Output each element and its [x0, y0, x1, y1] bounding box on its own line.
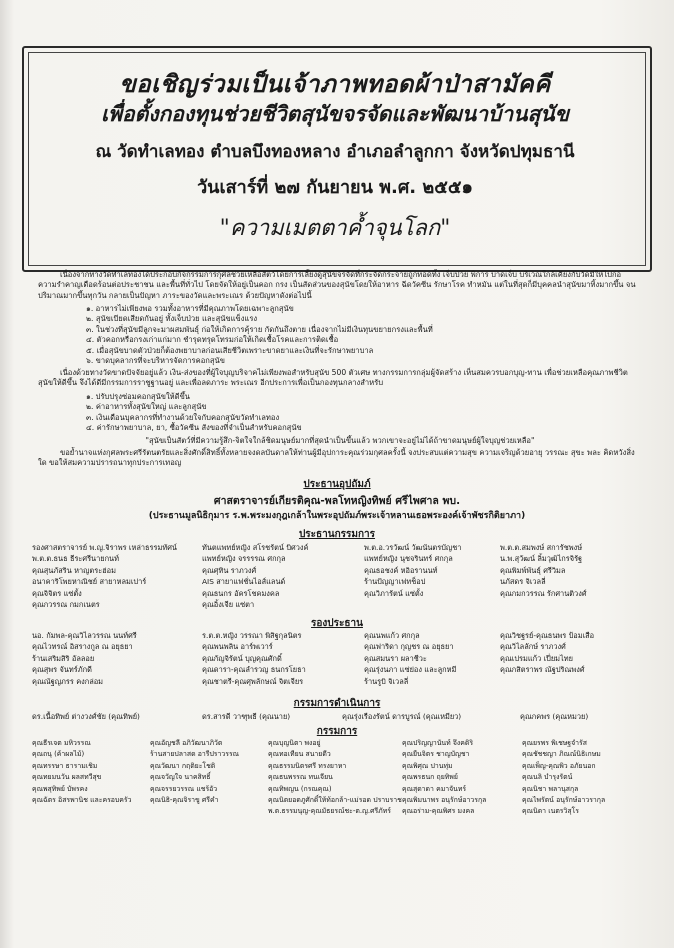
committee-member: คุณจวัญใจ นาคสิทธิ์: [150, 773, 211, 782]
committee-member: ร้านสายปลาสด อารีปราวรรณ: [150, 750, 240, 759]
vice-member: คุณเปรมแก้ว เปี่ยมไทย: [500, 653, 573, 663]
committee-member: คุณทยมนวัน ผลสทวีสุข: [32, 773, 102, 782]
board-member: คุณกมกวรรณ รักศานติวงศ์: [500, 588, 587, 598]
committee-member: คุณชัชชญา ภิณณ์นิธิเกษม: [522, 750, 601, 759]
board-title: ประธานกรรมการ: [298, 529, 376, 540]
committee-member: คุณนิดา เนตรวิสุโร: [522, 807, 579, 816]
vice-column: [500, 630, 594, 676]
committee-member: คุณถนุ (ค้าผลไม้): [32, 750, 85, 759]
headline-invitation: ขอเชิญร่วมเป็นเจ้าภาพทอดผ้าป่าสามัคคี: [119, 70, 551, 98]
event-date: วันเสาร์ที่ ๒๗ กันยายน พ.ศ. ๒๕๕๑: [197, 177, 473, 198]
list-item: ๔. ค่ารักษาพยาบาล, ยา, ซื้อวัคซีน สังของที่จำเป็นสำหรับคอกสุนัข: [86, 423, 302, 433]
committee-column: [150, 738, 239, 806]
list-item: ๑. ปรับปรุงซ่อมคอกสุนัขให้ดีขึ้น: [86, 392, 190, 401]
committee-member: พ.ต.ธรรมนุญ-คุณมัธยรณ์ชะ-ต.ญ.ศรีภัทร์: [268, 807, 391, 816]
committee-member: คุณนิธิ-คุณจิราขู ศรีคำ: [150, 795, 219, 804]
purpose-list: [86, 392, 626, 434]
vice-member: คุณณัฐญภรร คงกล่อม: [32, 676, 104, 686]
board-member: อนาคาริโพยหาณิชย์ สายาหลมเปาร์: [32, 577, 147, 587]
vice-member: คุณไวทรณ์ อิสรางกูล ณ อยุธยา: [32, 642, 133, 652]
board-column: [202, 542, 308, 610]
committee-member: คุณนลิ บำรุงรัตน์: [522, 773, 573, 782]
committee-member: คุณนิชา พลานุสกุล: [522, 784, 579, 793]
board-member: แพทย์หญิง นุชจรินทร์ ศกกุล: [364, 554, 453, 564]
exec-row: [32, 711, 642, 723]
vice-member: คุณกสิตราพร ณัฐปริณพงศ์: [500, 665, 585, 675]
committee-member: คุณทิพญน (กรณคุณ): [268, 784, 332, 793]
list-item: ๓. ในช่วงที่สุนัขมีลูกจะมาผสมพันธุ์ ก่อให้เกิดการคุ้ราย กัดกันถึงตาย เนื่องจากไม่มีเงินทุนขยายกรงและพื้นที่: [86, 324, 433, 334]
committee-member: คุณทรรษา ธารามเชิม: [32, 761, 98, 770]
vice-member: คุณสมนรา ผลาชีวะ: [364, 653, 427, 663]
committee-member: คุณอร่าม-คุณพิศร มงคล: [402, 807, 475, 816]
committee-title: กรรมการ: [316, 726, 358, 737]
board-grid: [32, 542, 642, 612]
committee-column: [402, 738, 486, 818]
committee-grid: [32, 738, 642, 822]
committee-member: คุณยรพร พิเชษฐจำรัส: [522, 739, 587, 747]
vice-member: คุณวิชฐรย์-คุณธนพร ป้อมเสือ: [500, 631, 595, 640]
committee-column: [268, 738, 402, 818]
slogan: "ความเมตตาค้ำจุนโลก": [219, 216, 451, 241]
list-item: ๕. เมื่อสุนัขบาดตัวป่วยก็ต้องพยาบาลก่อนเสียชีวิตเพราะขาดยาและเงินที่จะรักษาพยาบาล: [86, 345, 374, 355]
vice-member: คุณกัญจิรัตน์ บุญคุณศักดิ์: [202, 653, 282, 663]
vice-member: คุณชาตรี-คุณศุพลักษณ์ จิตเจียร: [202, 676, 304, 686]
board-member: รองศาสตราจารย์ พ.ญ.จิราพร เหล่าธรรมทัศน์: [32, 543, 177, 552]
board-member: น.พ.สุวัฒน์ ลิ้มวุฒิไกรจิรัฐ: [500, 554, 583, 564]
board-member: คุณพิมพ์พันธุ์ ศรีวิมล: [500, 565, 566, 575]
committee-member: คุณยืนจิตร ชาญบัญชา: [402, 750, 470, 759]
vice-member: คุณดารา-คุณลำรวญ ธนกรโยธา: [202, 665, 306, 675]
committee-member: คุณจรรยวรรณ แชร้อัว: [150, 784, 218, 793]
exec-title: กรรมการดำเนินการ: [293, 698, 381, 709]
vice-member: ร.ต.ต.หญิง วรรณา พิสิฐกุลนิตร: [202, 631, 302, 640]
committee-member: คุณฉัตร อิสรพานิช และครอบครัว: [32, 795, 132, 804]
board-member: คุณธนกร อัครโชคมงคล: [202, 588, 280, 598]
board-member: คุณจิจิตร แซ่ตั้ง: [32, 588, 82, 598]
board-member: นภัสดร จิเวลลี่: [500, 577, 546, 587]
board-column: [32, 542, 177, 610]
committee-member: คุณเพ็ญ-คุณพิว อภัยนอก: [522, 761, 596, 770]
vice-column: [364, 630, 456, 687]
list-item: ๓. เงินเดือนบุคลากรที่ทำงานด้วยใจกับคอกสุนัขวัดทำเลทอง: [86, 412, 280, 422]
committee-member: คุณพรธนก ฤยทิพย์: [402, 773, 458, 782]
patron-title: ประธานอุปถัมภ์: [303, 479, 371, 490]
intro-paragraph: เนื่องจากทางวัดทำเลทองได้ประกอบกิจกรรมการกุศลช่วยเหลือสัตว์โดยการเลี้ยงดูสุนัขจรจัดที่กระจัดกระจายถูกทอดทิ้ง เจ็บป่วย พิการ บาดเจ็บ บริเวณใกล้เคียงกับวัดมีให้ไปก่อความรำคาญเดือดร้อนต่อประชาชน และพื้นที่ทั่วไป โดยจัดให้อยู่เป็นคอก กรง เป็นสัดส่วนของสุนัขโดยให้อาหาร ฉีดวัคซีน รักษาโรค ทำหมัน แต่ในที่สุดก็มีบุคคลนำสุนัขมาทิ้งมากขึ้น จนปริมาณมากขึ้นทุกวัน กลายเป็นปัญหา ภาระของวัดและพระเณร ด้วยปัญหาดังต่อไปนี้: [38, 270, 636, 300]
event-location: ณ วัดทำเลทอง ตำบลบึงทองหลาง อำเภอลำลูกกา จังหวัดปทุมธานี: [95, 142, 575, 162]
patron-role: (ประธานมูลนิธิกุมาร ร.พ.พระมงกุฎเกล้าในพระอุปถัมภ์พระเจ้าหลานเธอพระองค์เจ้าพัชรกิติยาภา): [148, 511, 526, 521]
vice-member: นอ. กัมพล-คุณวิไลวรรณ นนท์ศรี: [32, 631, 137, 640]
committee-member: คุณพิมนาพร อนุรักษ์อาวรกุล: [402, 795, 487, 804]
list-item: ๔. ตัวคอกหรือกรงเก่าแก่มาก ชำรุดทรุดโทรมก่อให้เกิดเชื้อโรคและการติดเชื้อ: [86, 335, 339, 345]
committee-member: คุณวัฒนา กฤติยะโชติ: [150, 761, 216, 770]
committee-member: คุณบุญนิตา พงอยู่: [268, 739, 321, 747]
vice-title: รองประธาน: [311, 618, 363, 629]
committee-member: คุณทอเทียน สนายดีว: [268, 750, 331, 759]
committee-member: คุณอัญชลี อภิวัฒนาภิวัต: [150, 739, 223, 747]
committee-member: คุณไพรัตน์ อนุรักษ์อาวรากุล: [522, 795, 606, 804]
committee-member: คุณพสุทิพย์ บัพรคง: [32, 784, 88, 793]
list-item: ๑. อาหารไม่เพียงพอ รวมทั้งอาหารที่มีคุณภาพโดยเฉพาะลูกสุนัข: [86, 304, 294, 313]
committee-member: คุณปริญญานันท์ จึงคดิริ: [402, 739, 474, 747]
board-member: AIS สายาแฟชั่นไอส์แลนด์: [202, 577, 286, 587]
board-member: ทันตแพทย์หญิง สโรชรัตน์ บิศวงค์: [202, 543, 309, 552]
purpose-paragraph: เนื่องด้วยทางวัดขาดปัจจัยอยู่แล้ว เงิน-ส่งของที่ผู้ใจบุญบริจาคไม่เพียงพอสำหรับสุนัข 500 ตัวเศษ ทางกรรมการกลุ่มผู้จัดสร้าง เห็นสมควรบอกบุญ-ทาน เพื่อช่วยเหลือคุณภาพชีวิตสุนัขให้ดีขึ้น จึงได้ดีมีกรรมการราชูฐานอยู่ และเพื่อลดภาระ พระเณร อีกประการเพื่อเป็นกองทุนกลางสำหรับ: [38, 368, 628, 388]
committee-column: [32, 738, 131, 806]
vice-member: คุณวิไลลักษ์ ราภวงศ์: [500, 642, 566, 652]
vice-grid: [32, 630, 642, 690]
quote-text: "สุนัขเป็นสัตว์ที่มีความรู้สึก-จิตใจใกล้ชิดมนุษย์มากที่สุดนำเป็นขึ้นแล้ว พวกเขาจะอยู่ไม่ได้ถ้าขาดมนุษย์ผู้ใจบุญช่วยเหลือ": [145, 436, 535, 445]
committee-member: คุณธีรเจต มหิวรรณ: [32, 739, 91, 747]
board-member: คุณกวรรณ กมกเนตร: [32, 599, 100, 609]
board-member: คุณวิภารัตน์ แซ่ตั้ง: [364, 588, 424, 598]
blessing-paragraph: ขอย้ำนาจแห่งกุศลพระศรีรัตนตรัยและสิ่งศักดิ์สิทธิ์ทั้งหลายจงดลบันดาลให้ท่านผู้มีอุปการะคุณร่วมกุศลครั้งนี้ จงประสบแต่ความสุข ความเจริญด้วยอายุ วรรณะ สุขะ พละ คิดหวังสิ่งใด ขอให้สมความปรารถนาทุกประการเทอญ: [38, 448, 635, 468]
board-member: คุณศุทิน ราภวงศ์: [202, 565, 257, 575]
board-member: คุณอิ้งเจีย แซ่ตา: [202, 599, 255, 609]
committee-member: คุณธนพรรณ ทนเจียน: [268, 773, 333, 782]
board-member: คุณธอชงค์ หอิอรานนท์: [364, 565, 438, 575]
committee-member: คุณพิศุณ ปานทุ่ม: [402, 761, 453, 770]
list-item: ๒. สุนัขเบียดเสียดกันอยู่ ทั้งเจ็บป่วย และสุนัขแข็งแรง: [86, 314, 258, 324]
board-member: พ.ต.ต.ธนธ ธีระศรีนายกนท์: [32, 554, 119, 564]
vice-member: คุณฟาริดา กุญชร ณ อยุธยา: [364, 642, 454, 652]
exec-member: ดร.สารดี วาฑุพธี (คุณนาย): [202, 712, 291, 721]
board-member: พ.ต.อ.วรวัฒน์ วัฒนันตรบัญชา: [364, 543, 462, 552]
committee-member: คุณนิตยอดภูศักดิ์ให้ท้อกล้า-แม่รอด ปราบราช: [268, 795, 402, 804]
vice-member: คุณรุ่งนภา แซ่ย่อง และลูกหมี: [364, 665, 457, 675]
vice-member: คุณนพแก้ว ศกกุล: [364, 631, 420, 640]
vice-member: ร้านรูบิ จิเวลลี่: [364, 676, 409, 686]
committee-member: คุณธรรมนิตรศรี ทรงยาหา: [268, 761, 347, 770]
board-member: คุณสุนภัสริน หาญตระฮ่อม: [32, 565, 116, 575]
vice-member: คุณสุพร จันทร์ภักดี: [32, 665, 92, 675]
headline-purpose: เพื่อตั้งกองทุนช่วยชีวิตสุนัขจรจัดและพัฒนาบ้านสุนัข: [100, 102, 570, 126]
exec-member: คุณรุ่งเรืองรัตน์ ดารบูรณ์ (คุณเหมียว): [342, 712, 462, 721]
vice-member: ร้านเสริมสิริ อัลลอย: [32, 653, 95, 663]
board-column: [500, 542, 587, 599]
board-member: แพทย์หญิง จรรรรณ ศกกุล: [202, 554, 286, 564]
vice-column: [202, 630, 306, 687]
board-member: พ.ต.ต.สมพงษ์ สการัชพงษ์: [500, 543, 583, 552]
exec-member: ดร.เนื้อทิพย์ ต่างวงศ์ชัย (คุณทิพย์): [32, 712, 140, 721]
board-column: [364, 542, 461, 599]
vice-member: คุณพนพลิน อาร์พเวาร์: [202, 642, 273, 652]
vice-column: [32, 630, 137, 687]
list-item: ๖. ขาดบุคลากรที่จะบริหารจัดการคอกสุนัข: [86, 356, 225, 366]
committee-column: [522, 738, 605, 818]
problem-list: [86, 304, 626, 366]
patron-name: ศาสตราจารย์เกียรติคุณ-พลโทหญิงทิพย์ ศรีไพศาล พบ.: [213, 495, 461, 507]
board-member: ร้านปัญญาเฟทช็อป: [364, 577, 426, 587]
list-item: ๒. ค่าอาหารทั้งสุนัขใหญ่ และลูกสุนัข: [86, 402, 207, 412]
exec-member: คุณกคพร (คุณหมวย): [520, 712, 589, 721]
committee-member: คุณสุดาดา คมาจันทร์: [402, 784, 467, 793]
